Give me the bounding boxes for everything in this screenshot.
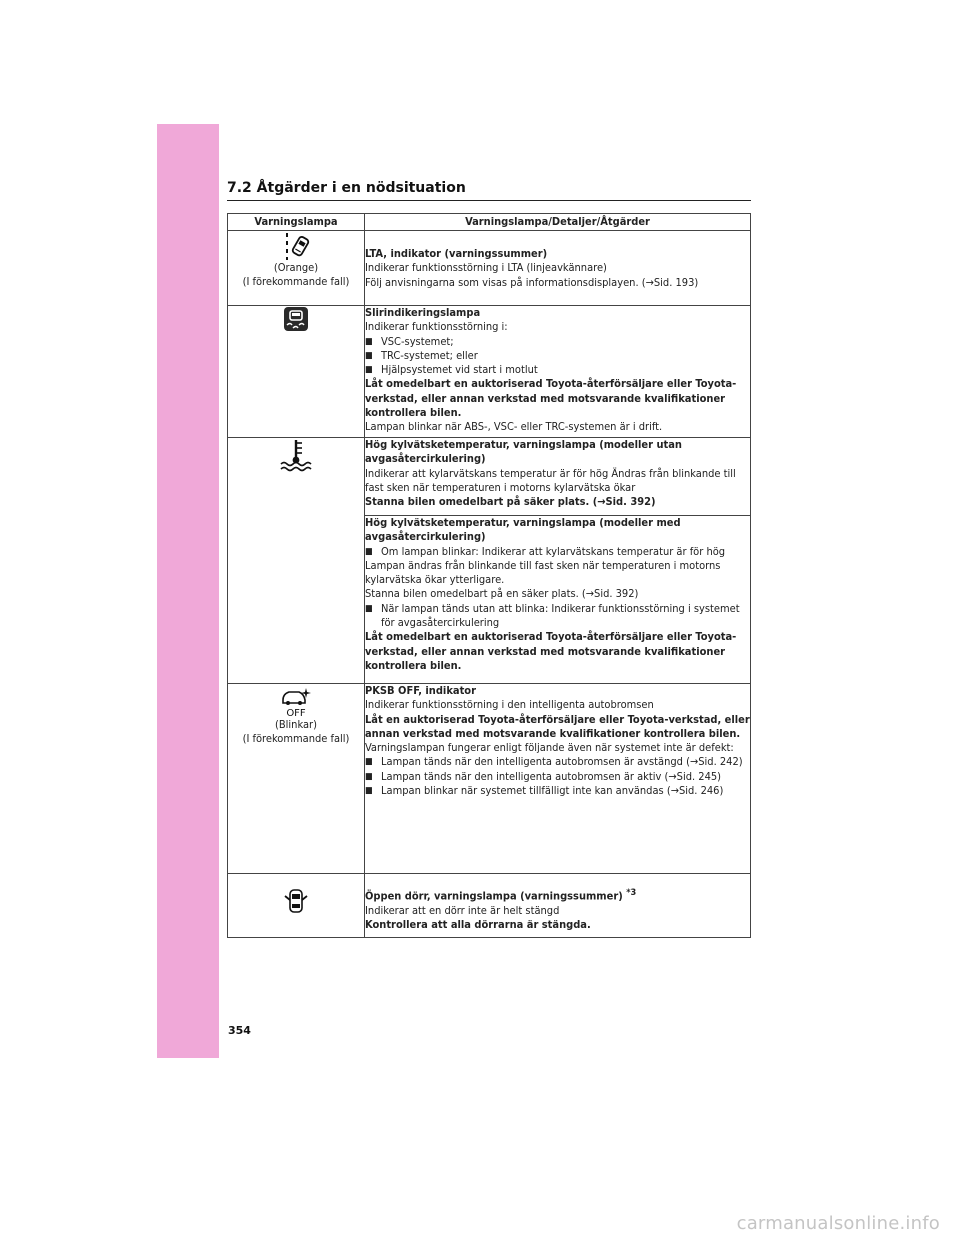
list-item: ■ När lampan tänds utan att blinka: Indikerar funktionsstörning i systemet för avgasåtercirkulering bbox=[365, 602, 750, 631]
title-rule bbox=[227, 200, 751, 201]
list-item: ■ Lampan blinkar när systemet tillfälligt inte kan användas (→Sid. 246) bbox=[365, 784, 750, 798]
chapter-sidebar-tab bbox=[157, 124, 219, 1058]
entry-text: Lampan ändras från blinkande till fast sken när temperaturen i motorns kylarvätska ökar ytterligare. bbox=[365, 558, 721, 587]
open-door-icon bbox=[283, 888, 309, 914]
details-cell-lta bbox=[365, 231, 751, 306]
svg-text:OFF: OFF bbox=[286, 708, 306, 718]
table-row bbox=[228, 306, 751, 438]
entry-text: Indikerar funktionsstörning i LTA (linjeavkännare) bbox=[365, 261, 607, 275]
icon-cell-door bbox=[228, 874, 365, 938]
page-number: 354 bbox=[228, 1024, 251, 1037]
slip-indicator-icon bbox=[283, 306, 309, 332]
table-row bbox=[228, 438, 751, 516]
entry-action: Låt omedelbart en auktoriserad Toyota-återförsäljare eller Toyota-verkstad, eller annan verkstad med motsvarande kvalifikationer kontrollera bilen. bbox=[365, 377, 737, 420]
icon-cell-lta bbox=[228, 231, 365, 306]
coolant-temperature-icon bbox=[279, 438, 313, 472]
table-header-row bbox=[228, 214, 751, 231]
icon-note-orange: (Orange) bbox=[273, 261, 319, 274]
table-row bbox=[228, 684, 751, 874]
entry-action: Låt omedelbart en auktoriserad Toyota-återförsäljare eller Toyota-verkstad, eller annan verkstad med motsvarande kvalifikationer kontrollera bilen. bbox=[365, 630, 737, 672]
entry-title: Hög kylvätsketemperatur, varningslampa (modeller utan avgasåtercirkulering) bbox=[365, 438, 682, 466]
list-item: ■ VSC-systemet; bbox=[365, 335, 750, 349]
entry-action: Stanna bilen omedelbart på säker plats. (→Sid. 392) bbox=[365, 495, 656, 509]
header-details: Varningslampa/Detaljer/Åtgärder bbox=[365, 214, 751, 231]
warning-lamp-table bbox=[227, 213, 751, 938]
icon-note-flashing: (Blinkar) bbox=[275, 718, 317, 731]
table-row bbox=[228, 231, 751, 306]
entry-text: Följ anvisningarna som visas på informationsdisplayen. (→Sid. 193) bbox=[365, 275, 699, 289]
details-cell-coolant-without-egr bbox=[365, 438, 751, 516]
entry-text: Lampan blinkar när ABS-, VSC- eller TRC-systemen är i drift. bbox=[365, 420, 663, 434]
section-title: 7.2 Åtgärder i en nödsituation bbox=[227, 180, 466, 196]
list-item: ■ Lampan tänds när den intelligenta autobromsen är avstängd (→Sid. 242) bbox=[365, 755, 750, 769]
list-item: ■ TRC-systemet; eller bbox=[365, 349, 750, 363]
entry-action: Kontrollera att alla dörrarna är stängda. bbox=[365, 918, 591, 932]
entry-text: Indikerar att kylarvätskans temperatur är för hög Ändras från blinkande till fast sken när temperaturen i motorns kylarvätska ökar bbox=[365, 466, 736, 494]
entry-title bbox=[365, 886, 750, 904]
icon-note-conditional: (I förekommande fall) bbox=[242, 275, 350, 288]
pksb-off-icon bbox=[279, 684, 313, 718]
icon-cell-coolant bbox=[228, 438, 365, 684]
list-item: ■ Om lampan blinkar: Indikerar att kylarvätskans temperatur är för hög bbox=[365, 545, 750, 559]
entry-text: Indikerar att en dörr inte är helt stängd bbox=[365, 903, 560, 917]
entry-text: Stanna bilen omedelbart på en säker plats. (→Sid. 392) bbox=[365, 587, 639, 601]
entry-title-text: Öppen dörr, varningslampa (varningssummer) bbox=[365, 889, 627, 903]
list-item: ■ Hjälpsystemet vid start i motlut bbox=[365, 363, 750, 377]
footnote-marker: *3 bbox=[626, 887, 637, 898]
entry-action: Låt en auktoriserad Toyota-återförsäljare eller Toyota-verkstad, eller annan verkstad med motsvarande kvalifikationer kontrollera bilen. bbox=[365, 712, 750, 740]
entry-text: Varningslampan fungerar enligt följande även när systemet inte är defekt: bbox=[365, 741, 734, 755]
entry-title: Slirindikeringslampa bbox=[365, 306, 481, 319]
table-row bbox=[228, 874, 751, 938]
entry-title: PKSB OFF, indikator bbox=[365, 684, 476, 697]
header-warning-lamp: Varningslampa bbox=[228, 214, 365, 231]
entry-title: Hög kylvätsketemperatur, varningslampa (modeller med avgasåtercirkulering) bbox=[365, 516, 681, 544]
entry-title: LTA, indikator (varningssummer) bbox=[365, 247, 548, 260]
details-cell-slip bbox=[365, 306, 751, 438]
icon-cell-slip bbox=[228, 306, 365, 438]
icon-note-conditional: (I förekommande fall) bbox=[242, 732, 350, 745]
details-cell-door bbox=[365, 874, 751, 938]
entry-text: Indikerar funktionsstörning i: bbox=[365, 320, 508, 334]
lta-icon bbox=[282, 231, 310, 261]
list-item: ■ Lampan tänds när den intelligenta autobromsen är aktiv (→Sid. 245) bbox=[365, 770, 750, 784]
entry-text: Indikerar funktionsstörning i den intelligenta autobromsen bbox=[365, 698, 654, 712]
icon-cell-pksb bbox=[228, 684, 365, 874]
details-cell-pksb bbox=[365, 684, 751, 874]
details-cell-coolant-with-egr bbox=[365, 516, 751, 684]
watermark: carmanualsonline.info bbox=[736, 1213, 940, 1234]
